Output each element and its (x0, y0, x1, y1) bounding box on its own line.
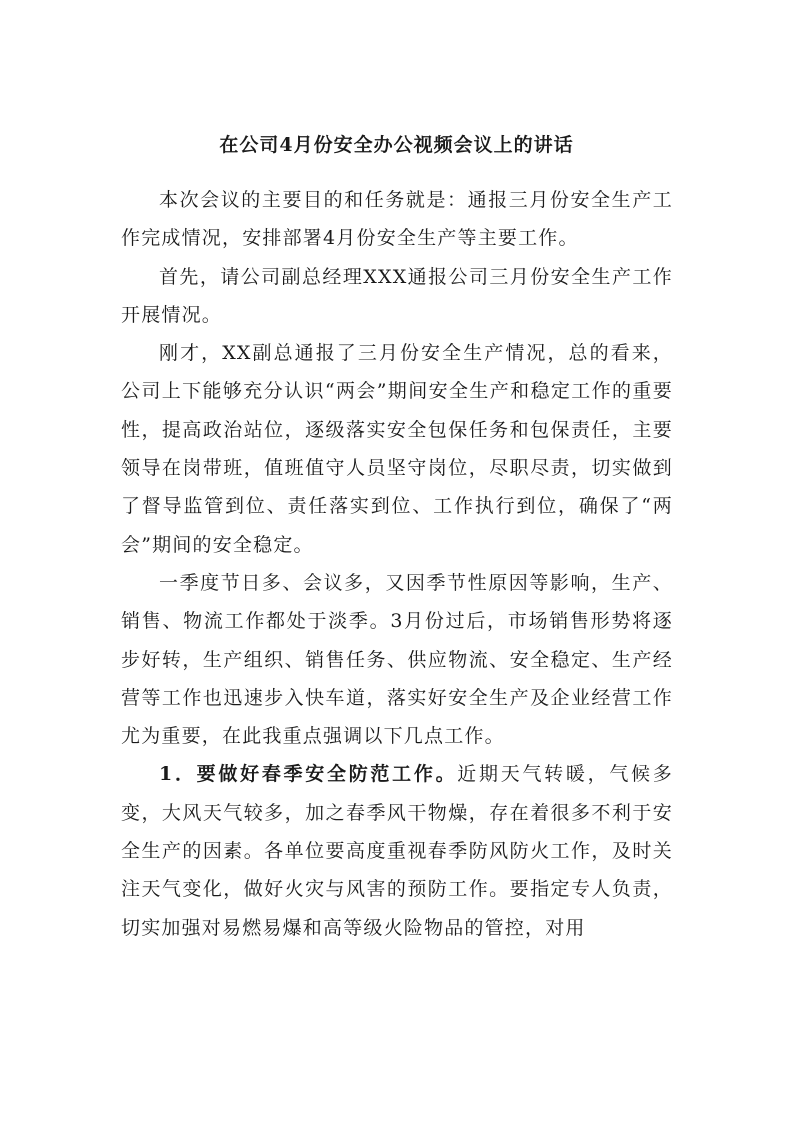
paragraph-first-quarter (121, 564, 673, 755)
paragraph-spring-safety (121, 755, 673, 946)
document-title: 在公司4月份安全办公视频会议上的讲话 (219, 134, 574, 156)
paragraph-text: 刚才，XX副总通报了三月份安全生产情况，总的看来，公司上下能够充分认识“两会”期间安全生产和稳定工作的重要性，提高政治站位，逐级落实安全包保任务和包保责任，主要领导在岗带班，值班值守人员坚守岗位，尽职尽责，切实做到了督导监管到位、责任落实到位、工作执行到位，确保了“两会”期间的安全稳定。 (121, 342, 673, 556)
paragraph-text: 一季度节日多、会议多，又因季节性原因等影响，生产、销售、物流工作都处于淡季。3月份过后，市场销售形势将逐步好转，生产组织、销售任务、供应物流、安全稳定、生产经营等工作也迅速步入快车道，落实好安全生产及企业经营工作尤为重要，在此我重点强调以下几点工作。 (121, 571, 673, 748)
paragraph-text: 近期天气转暖，气候多变，大风天气较多，加之春季风干物燥，存在着很多不利于安全生产的因素。各单位要高度重视春季防风防火工作，及时关注天气变化，做好火灾与风害的预防工作。要指定专人负责，切实加强对易燃易爆和高等级火险物品的管控，对用 (121, 763, 673, 939)
paragraph-lead-heading: 1．要做好春季安全防范工作。 (159, 763, 458, 786)
paragraph-meeting-purpose (121, 181, 673, 258)
paragraph-text: 首先，请公司副总经理XXX通报公司三月份安全生产工作开展情况。 (121, 265, 673, 326)
paragraph-text: 本次会议的主要目的和任务就是：通报三月份安全生产工作完成情况，安排部署4月份安全生产等主要工作。 (121, 189, 673, 250)
paragraph-report-summary (121, 334, 673, 564)
document-body (121, 181, 673, 947)
paragraph-report-request (121, 258, 673, 335)
